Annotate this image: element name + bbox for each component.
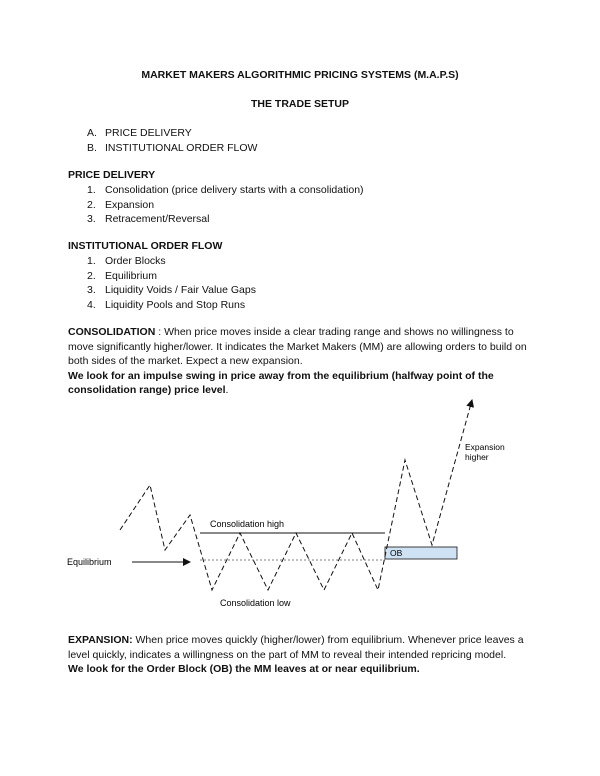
consolidation-diagram — [60, 390, 505, 615]
consolidation-paragraph: CONSOLIDATION : When price moves inside a clear trading range and shows no willingness to move significantly higher/lower. It indicates the Market Makers (MM) are allowing orders to build on both sides of the market. Expect a new expansion. We look for an impulse swing in price away from the equilibrium (halfway point of the consolidation range) price level. — [68, 326, 527, 396]
list-item: 4. Liquidity Pools and Stop Runs — [87, 298, 246, 311]
expansion-emphasis: We look for the Order Block (OB) the MM leaves at or near equilibrium. — [68, 663, 420, 675]
institutional-order-flow-heading: INSTITUTIONAL ORDER FLOW — [68, 240, 223, 252]
label-consolidation-high: Consolidation high — [210, 519, 285, 529]
list-item: 1. Order Blocks — [87, 255, 166, 267]
document-subtitle: THE TRADE SETUP — [250, 98, 349, 110]
list-item: 2. Expansion — [87, 198, 155, 211]
document-title: MARKET MAKERS ALGORITHMIC PRICING SYSTEMS (M.A.P.S) — [141, 69, 459, 81]
label-expansion-higher: higher — [465, 452, 489, 462]
list-item: 1. Consolidation (price delivery starts with a consolidation) — [87, 184, 364, 196]
consolidation-body: : When price moves inside a clear trading range and shows no willingness to move significantly higher/lower. It indicates the Market Makers (MM) are allowing orders to build on both sides of the market. Expect a new expansion. — [68, 326, 527, 367]
list-item: 3. Liquidity Voids / Fair Value Gaps — [87, 284, 256, 296]
outline-item: A. PRICE DELIVERY — [87, 127, 192, 139]
expansion-body: When price moves quickly (higher/lower) from equilibrium. Whenever price leaves a level quickly, indicates a willingness on the part of MM to reveal their intended repricing model. — [68, 634, 524, 661]
price-delivery-heading: PRICE DELIVERY — [68, 169, 156, 181]
expansion-term: EXPANSION: — [68, 634, 133, 646]
list-item: 2. Equilibrium — [87, 269, 157, 282]
label-expansion: Expansion — [465, 442, 505, 452]
consolidation-term: CONSOLIDATION — [68, 326, 156, 338]
label-consolidation-low: Consolidation low — [220, 598, 291, 608]
outline-list — [87, 126, 257, 155]
consolidation-emphasis: We look for an impulse swing in price away from the equilibrium (halfway point of the consolidation range) price level — [68, 369, 494, 396]
outline-item: B. INSTITUTIONAL ORDER FLOW — [87, 141, 258, 154]
label-equilibrium: Equilibrium — [67, 557, 112, 567]
institutional-order-flow-list — [87, 254, 256, 312]
list-item: 3. Retracement/Reversal — [87, 213, 210, 225]
label-ob: OB — [390, 548, 403, 558]
expansion-paragraph — [68, 633, 540, 677]
price-delivery-list — [87, 183, 364, 227]
